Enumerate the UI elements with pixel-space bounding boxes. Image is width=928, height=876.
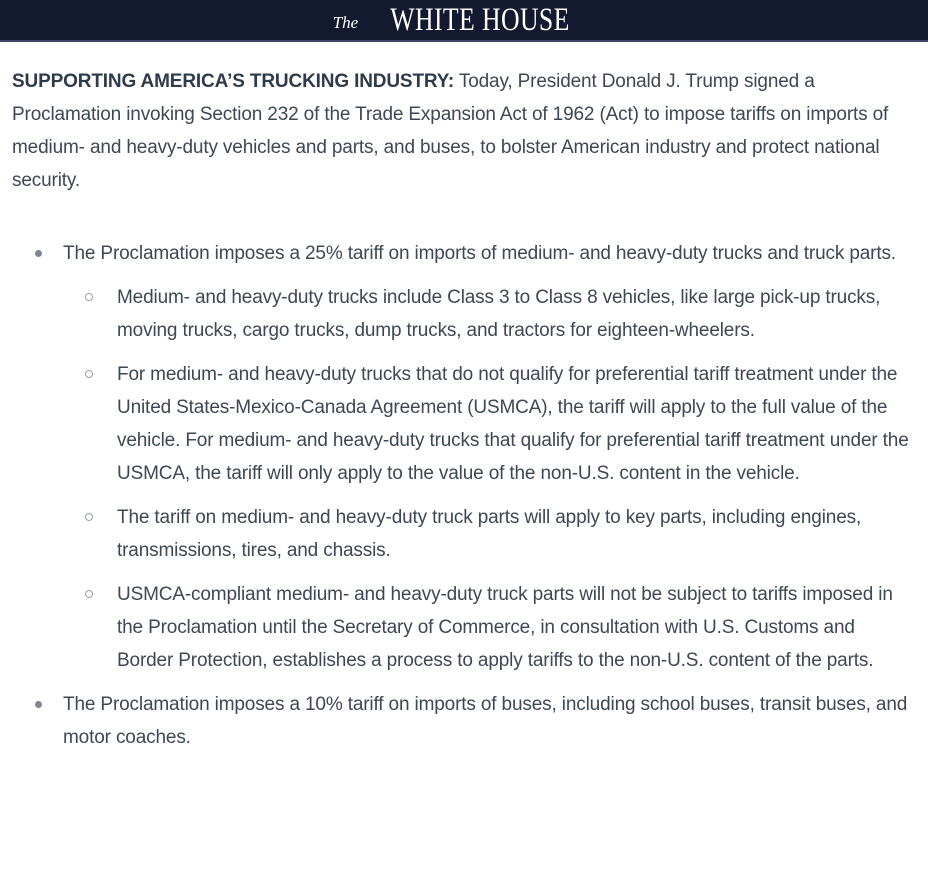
whitehouse-logo[interactable] (333, 0, 596, 40)
site-header (0, 0, 928, 42)
sub-bullet-list (63, 281, 914, 677)
list-item (12, 237, 914, 677)
logo-wordmark: WHITE HOUSE (390, 2, 570, 38)
list-item: The tariff on medium- and heavy-duty truck parts will apply to key parts, including engines, transmissions, tires, and chassis. (63, 501, 914, 567)
intro-text: Today, President Donald J. Trump signed a Proclamation invoking Section 232 of the Trade Expansion Act of 1962 (Act) to impose tariffs on imports of medium- and heavy-duty vehicles and parts, and buses, to bolster American industry and protect national security. (12, 71, 889, 191)
list-item: USMCA-compliant medium- and heavy-duty truck parts will not be subject to tariffs imposed in the Proclamation until the Secretary of Commerce, in consultation with U.S. Customs and Border Protection, establishes a process to apply tariffs to the non-U.S. content of the parts. (63, 578, 914, 677)
bullet-text: The Proclamation imposes a 25% tariff on imports of medium- and heavy-duty trucks and truck parts. (63, 243, 896, 264)
intro-paragraph (12, 65, 928, 197)
bullet-text: The Proclamation imposes a 10% tariff on imports of buses, including school buses, transit buses, and motor coaches. (63, 694, 908, 748)
intro-lead: SUPPORTING AMERICA’S TRUCKING INDUSTRY: (12, 71, 455, 92)
list-item: Medium- and heavy-duty trucks include Class 3 to Class 8 vehicles, like large pick-up trucks, moving trucks, cargo trucks, dump trucks, and tractors for eighteen-wheelers. (63, 281, 914, 347)
logo-the: The (332, 13, 359, 32)
list-item: For medium- and heavy-duty trucks that do not qualify for preferential tariff treatment under the United States-Mexico-Canada Agreement (USMCA), the tariff will apply to the full value of the vehicle. For medium- and heavy-duty trucks that qualify for preferential tariff treatment under the USMCA, the tariff will only apply to the value of the non-U.S. content in the vehicle. (63, 358, 914, 490)
list-item (12, 688, 914, 754)
article-body (0, 65, 928, 754)
bullet-list (12, 237, 928, 754)
